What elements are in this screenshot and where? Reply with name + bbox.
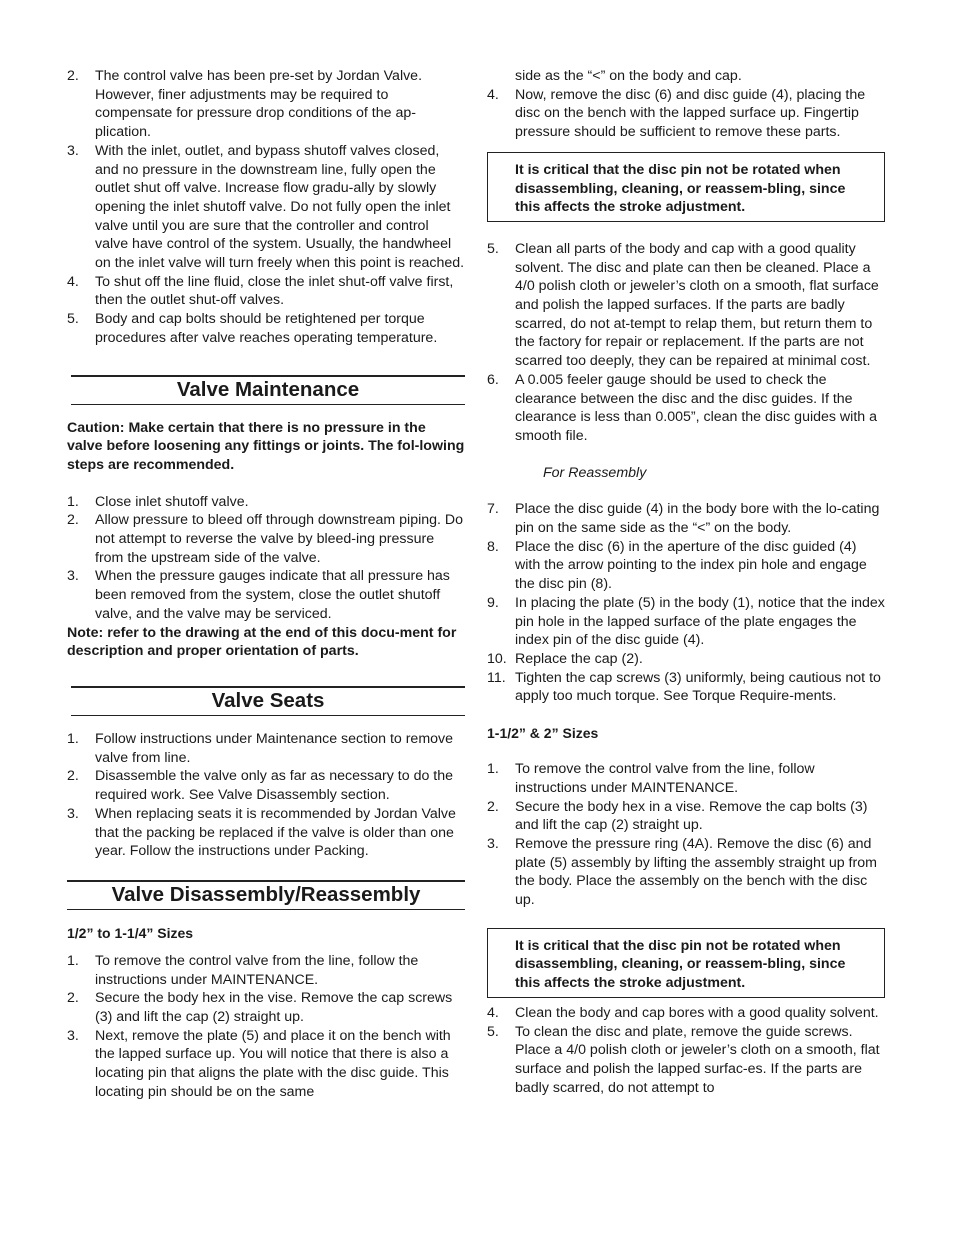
disassembly-heading: Valve Disassembly/Reassembly: [67, 880, 465, 910]
list-item: 5. To clean the disc and plate, remove the guide screws. Place a 4/0 polish cloth or jeweler’s cloth on a smooth, flat surface and polish the lapped surfac-es. If the parts are badly scarred, do not attempt to: [487, 1023, 880, 1096]
left-column: [67, 67, 465, 1102]
list-item: 4. To shut off the line fluid, close the inlet shut-off valve first, then the outlet shut-off valves.: [67, 273, 454, 309]
list-item: 1. To remove the control valve from the line, follow the instructions under MAINTENANCE.: [67, 952, 419, 988]
list-item: 4. Now, remove the disc (6) and disc guide (4), placing the disc on the bench with the lapped surface up. Fingertip pressure should be sufficient to remove these parts.: [487, 86, 866, 141]
continued-text: side as the “<” on the body and cap.: [515, 68, 742, 84]
list-item: 2. Secure the body hex in a vise. Remove the cap bolts (3) and lift the cap (2) straight up.: [487, 798, 868, 834]
steps-b: [487, 240, 885, 446]
note-text: Note: refer to the drawing at the end of this docu-ment for description and proper orientation of parts.: [67, 624, 457, 660]
list-item: 11. Tighten the cap screws (3) uniformly, being cautious not to apply too much torque. See Torque Require-ments.: [487, 669, 881, 705]
steps-c: [487, 500, 885, 706]
list-item: 10. Replace the cap (2).: [487, 650, 643, 667]
list-item: 3. Remove the pressure ring (4A). Remove the disc (6) and plate (5) assembly by lifting the assembly straight up from the body. Place the assembly on the bench with the disc up.: [487, 835, 877, 909]
list-item: 3. When replacing seats it is recommended by Jordan Valve that the packing be replaced if the valve is older than one year. Follow the instructions under Packing.: [67, 805, 456, 860]
list-item: 5. Clean all parts of the body and cap with a good quality solvent. The disc and plate can then be cleaned. Place a 4/0 polish cloth or jeweler’s cloth on a smooth, flat surface and polish the lapped surfaces. If the parts are badly scarred, do not at-tempt to relap them, but return them to the factory for repair or replacement. If the parts are not scarred too deeply, they can be repaired at minimal cost.: [487, 240, 879, 370]
steps-d: [487, 760, 885, 910]
list-item: 2. Disassemble the valve only as far as necessary to do the required work. See Valve Disassembly section.: [67, 768, 454, 804]
list-item: 3. Next, remove the plate (5) and place it on the bench with the lapped surface up. You will notice that there is also a locating pin that aligns the plate with the disc guide. This locating pin should be on the same: [67, 1027, 451, 1100]
steps-a: [487, 86, 885, 142]
list-item: 2. Secure the body hex in the vise. Remove the cap screws (3) and lift the cap (2) straight up.: [67, 990, 453, 1026]
disassembly-steps: [67, 952, 465, 1102]
list-item: 3. With the inlet, outlet, and bypass shutoff valves closed, and no pressure in the downstream line, fully open the outlet shut off valve. Increase flow gradu-ally by slowly opening the inlet shutoff valve. Do not fully open the inlet valve until you are sure that the controller and control valve have control of the system. Usually, the handwheel on the inlet valve will turn freely when this point is reached.: [67, 142, 465, 272]
maintenance-steps: [67, 493, 465, 624]
list-item: 2. The control valve has been pre-set by Jordan Valve. However, finer adjustments may be required to compensate for pressure drop conditions of the ap-plication.: [67, 68, 423, 141]
steps-e: [487, 1004, 885, 1098]
seats-steps: [67, 730, 465, 861]
list-item: 9. In placing the plate (5) in the body (1), notice that the index pin hole in the lapped surface of the plate engages the index pin of the disc guide (4).: [487, 594, 885, 649]
size-subheading: 1/2” to 1-1/4” Sizes: [67, 924, 194, 941]
valve-maintenance-heading: Valve Maintenance: [71, 375, 465, 405]
list-item: 3. When the pressure gauges indicate that all pressure has been removed from the system, close the outlet shutoff valve, and the valve may be serviced.: [67, 568, 450, 622]
list-item: 6. A 0.005 feeler gauge should be used to check the clearance between the disc and the disc guides. If the clearance is less than 0.005”, clean the disc guides with a smooth file.: [487, 371, 877, 444]
list-item: 1. Close inlet shutoff valve.: [67, 493, 249, 510]
warning-box-2: It is critical that the disc pin not be rotated when disassembling, cleaning, or reassem-bling, since this affects the stroke adjustment.: [487, 928, 885, 998]
size-subheading-large: 1-1/2” & 2” Sizes: [487, 725, 599, 742]
caution-text: Caution: Make certain that there is no pressure in the valve before loosening any fittings or joints. The fol-lowing steps are recommended.: [67, 419, 465, 473]
right-column: [487, 67, 885, 1097]
list-item: 5. Body and cap bolts should be retightened per torque procedures after valve reaches operating temperature.: [67, 311, 438, 346]
list-item: 7. Place the disc guide (4) in the body bore with the lo-cating pin on the same side as the “<” on the body.: [487, 501, 880, 537]
intro-list: [67, 67, 465, 348]
reassembly-label: For Reassembly: [543, 464, 647, 481]
list-item: 8. Place the disc (6) in the aperture of the disc guided (4) with the arrow pointing to the index pin hole and engage the disc pin (8).: [487, 538, 867, 593]
list-item: 1. To remove the control valve from the line, follow instructions under MAINTENANCE.: [487, 761, 815, 796]
list-item: 2. Allow pressure to bleed off through downstream piping. Do not attempt to reverse the valve by bleed-ing pressure from the upstream side of the valve.: [67, 512, 464, 566]
list-item: 4. Clean the body and cap bores with a good quality solvent.: [487, 1004, 879, 1021]
valve-seats-heading: Valve Seats: [71, 686, 465, 716]
warning-box-1: It is critical that the disc pin not be rotated when disassembling, cleaning, or reassem-bling, since this affects the stroke adjustment.: [487, 152, 885, 222]
list-item: 1. Follow instructions under Maintenance section to remove valve from line.: [67, 730, 454, 766]
